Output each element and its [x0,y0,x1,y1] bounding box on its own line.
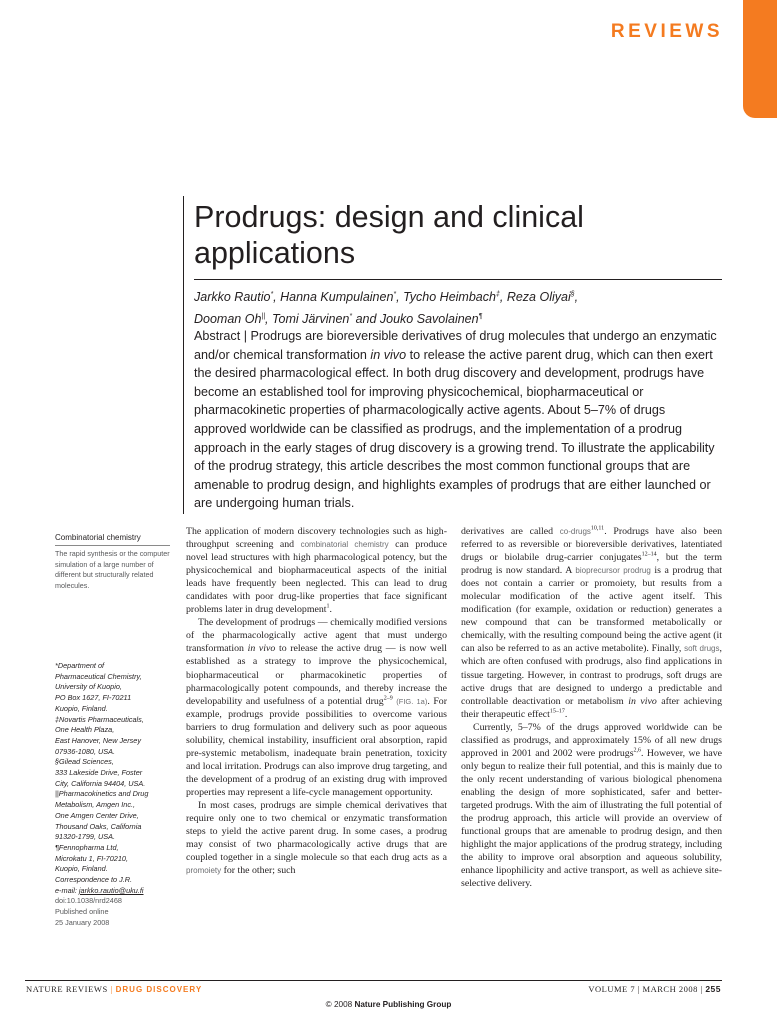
title-rule [194,279,722,280]
reference-citation[interactable]: 10,11 [590,525,605,532]
footer-journal: NATURE REVIEWS | DRUG DISCOVERY [26,984,203,994]
author: Tycho Heimbach‡ [403,290,500,305]
glossary-link[interactable]: co-drugs [559,527,591,536]
affiliation-line: Correspondence to J.R. [55,875,133,885]
body-paragraph: In most cases, prodrugs are simple chemical derivatives that require only one to two chemical or enzymatic transformation steps to yield the active parent drug. In some cases, a prodrug may consist of two pharmacologically active drugs that are coupled together in a single molecule so that each drug acts as a promoiety for the other; such [186,799,447,877]
author: Hanna Kumpulainen* [280,290,397,305]
affiliation-line: One Amgen Center Drive, [55,810,139,820]
reference-citation[interactable]: 1 [326,604,330,610]
doi[interactable]: doi:10.1038/nrd2468 [55,896,122,906]
section-label: REVIEWS [610,21,723,42]
affiliation-line: Thousand Oaks, California [55,821,142,831]
body-paragraph: derivatives are called co-drugs$^{10,11}$. Prodrugs have also been referred to as reversible or bioreversible derivatives, latentiated drugs or biolabile drug-carrier conjugates$^{12-14}$, but the term prodrug is now standard. A bioprecursor prodrug is a prodrug that does not contain a carrier or promoiety, but results from a molecular modification of the active agent itself. This modification (for example, oxidation or reduction) generates a new compound that can be transformed metabolically or chemically, with the resulting compound being the active agent (it can also be referred to as an active metabolite). Finally, soft drugs, which are often confused with prodrugs, also find applications in tissue targeting. However, in contrast to prodrugs, soft drugs are active drugs that are designed to undergo a predictable and controllable deactivation or metabolism in vivo after achieving their therapeutic effect$^{15-17}$. [461,525,723,720]
affiliation-line: *Department of [55,661,105,670]
author: Jouko Savolainen¶ [379,312,483,327]
article-title: Prodrugs: design and clinical applications [194,200,584,270]
affiliation-line: Microkatu 1, FI-70210, [55,853,129,863]
affiliation-line: University of Kuopio, [55,682,122,692]
body-paragraph: Currently, 5–7% of the drugs approved worldwide can be classified as prodrugs, and approximately 15% of all new drugs approved in 2001 and 2002 were prodrugs$^{2,6}$. However, we have only begun to realize their full potential, and this is mainly due to the only recent understanding of various biological phenomena enabling the design of more sophisticated, safer and better-targeted prodrugs. With the aim of illustrating the full potential of the prodrug approach, this article will provide an overview of functional groups that are amenable to prodrug design, and then highlight the major applications of the prodrug strategy, including the ability to improve oral absorption and aqueous solubility, enhance lipophilicity and active transport, as well as achieve site-selective delivery. [461,721,722,890]
affiliation-line: ||Pharmacokinetics and Drug [55,789,149,799]
glossary-link[interactable]: bioprecursor prodrug [575,566,651,576]
affiliation-line: §Gilead Sciences, [55,757,114,767]
author: Jarkko Rautio* [194,290,274,305]
figure-reference[interactable]: (FIG. 1a) [396,696,428,706]
affiliations [55,661,175,929]
published-label: Published online [55,907,109,917]
affiliation-line: 07936-1080, USA. [55,746,116,756]
author: Tomi Järvinen* [272,312,353,327]
glossary-sidebar [55,533,170,592]
reference-citation[interactable]: 2,6 [633,747,642,754]
glossary-link[interactable]: promoiety [186,866,222,876]
affiliation-line: Metabolism, Amgen Inc., [55,800,136,810]
glossary-link[interactable]: combinatorial chemistry [300,540,389,550]
abstract-label: Abstract | [194,329,251,343]
body-paragraph: The development of prodrugs — chemically modified versions of the pharmacologically active agent that must undergo transformation in vivo to release the active drug — is now well established as a strategy to improve the physicochemical, biopharmaceutical or pharmacokinetic properties of pharmacologically potent compounds, and thereby increase the developability and usefulness of a potential drug$^{2-9}$ (FIG. 1a). For example, prodrugs provide possibilities to overcome various barriers to drug formulation and delivery such as poor aqueous solubility, chemical instability, insufficient oral absorption, rapid pre-systemic metabolism, inadequate brain penetration, toxicity and local irritation. Prodrugs can also improve drug targeting, and the development of a prodrug of an existing drug with improved properties may represent a life-cycle management opportunity. [186,617,448,798]
published-date: 25 January 2008 [55,917,110,927]
author-list: Jarkko Rautio*, Hanna Kumpulainen*, Tycho Heimbach‡, Reza Oliyai§, Dooman Oh||, Tomi Järvinen* and Jouko Savolainen¶ [194,290,579,327]
body-paragraph: The application of modern discovery technologies such as high-throughput screening and combinatorial chemistry can produce novel lead structures with high pharmacological potency, but the physicochemical and biopharmaceutical aspects of the initial leads have frequently been neglected. This can lead to drug candidates with poor drug-like properties that face significant problems later in drug development$^1$. [186,526,447,616]
body-column-2 [461,525,722,890]
glossary-link[interactable]: soft drugs [684,644,720,654]
reference-citation[interactable]: 2–9 [383,695,393,702]
title-vertical-rule [183,196,184,514]
body-column-1 [186,525,447,877]
email-link[interactable]: jarkko.rautio@uku.fi [78,885,144,895]
affiliation-line: East Hanover, New Jersey [55,735,141,745]
affiliation-line: ¶Fennopharma Ltd, [55,842,119,852]
author: Dooman Oh|| [194,312,266,327]
affiliation-line: ‡Novartis Pharmaceuticals, [55,714,144,724]
page-number: 255 [705,984,721,994]
copyright: © 2008 Nature Publishing Group [325,1000,452,1009]
affiliation-line: City, California 94404, USA. [55,778,146,788]
abstract: Abstract | Prodrugs are bioreversible derivatives of drug molecules that undergo an enzymatic and/or chemical transformation in vivo to release the active parent drug, which can then exert the desired pharmacological effect. In both drug discovery and development, prodrugs have become an established tool for improving physicochemical, biopharmaceutical or pharmacokinetic properties of pharmacologically active agents. About 5–7% of drugs approved worldwide can be classified as prodrugs, and the implementation of a prodrug approach in the early stages of drug discovery is a growing trend. To illustrate the applicability of the prodrug strategy, this article describes the most common functional groups that are amenable to prodrug design, and highlights examples of prodrugs that are either launched or are undergoing human trials. [194,329,717,511]
footer-rule [25,980,722,981]
affiliation-line: One Health Plaza, [55,725,115,735]
section-color-tab [743,0,777,118]
affiliation-line: Kuopio, Finland. [55,703,108,713]
reference-citation[interactable]: 12–14 [641,551,657,558]
email-line: e-mail: jarkko.rautio@uku.fi [55,885,144,895]
affiliation-line: Kuopio, Finland. [55,864,108,874]
affiliation-line: 91320-1799, USA. [55,832,116,842]
author: Reza Oliyai§ [506,290,575,305]
affiliation-line: Pharmaceutical Chemistry, [55,671,142,681]
reference-citation[interactable]: 15–17 [549,708,565,715]
footer-volume: VOLUME 7 | MARCH 2008 | 255 [588,984,721,994]
affiliation-line: PO Box 1627, FI-70211 [55,693,132,703]
affiliation-line: 333 Lakeside Drive, Foster [55,768,143,778]
glossary-term: Combinatorial chemistry [55,533,170,546]
glossary-definition: The rapid synthesis or the computer simulation of a large number of different but structurally related molecules. [55,549,170,591]
